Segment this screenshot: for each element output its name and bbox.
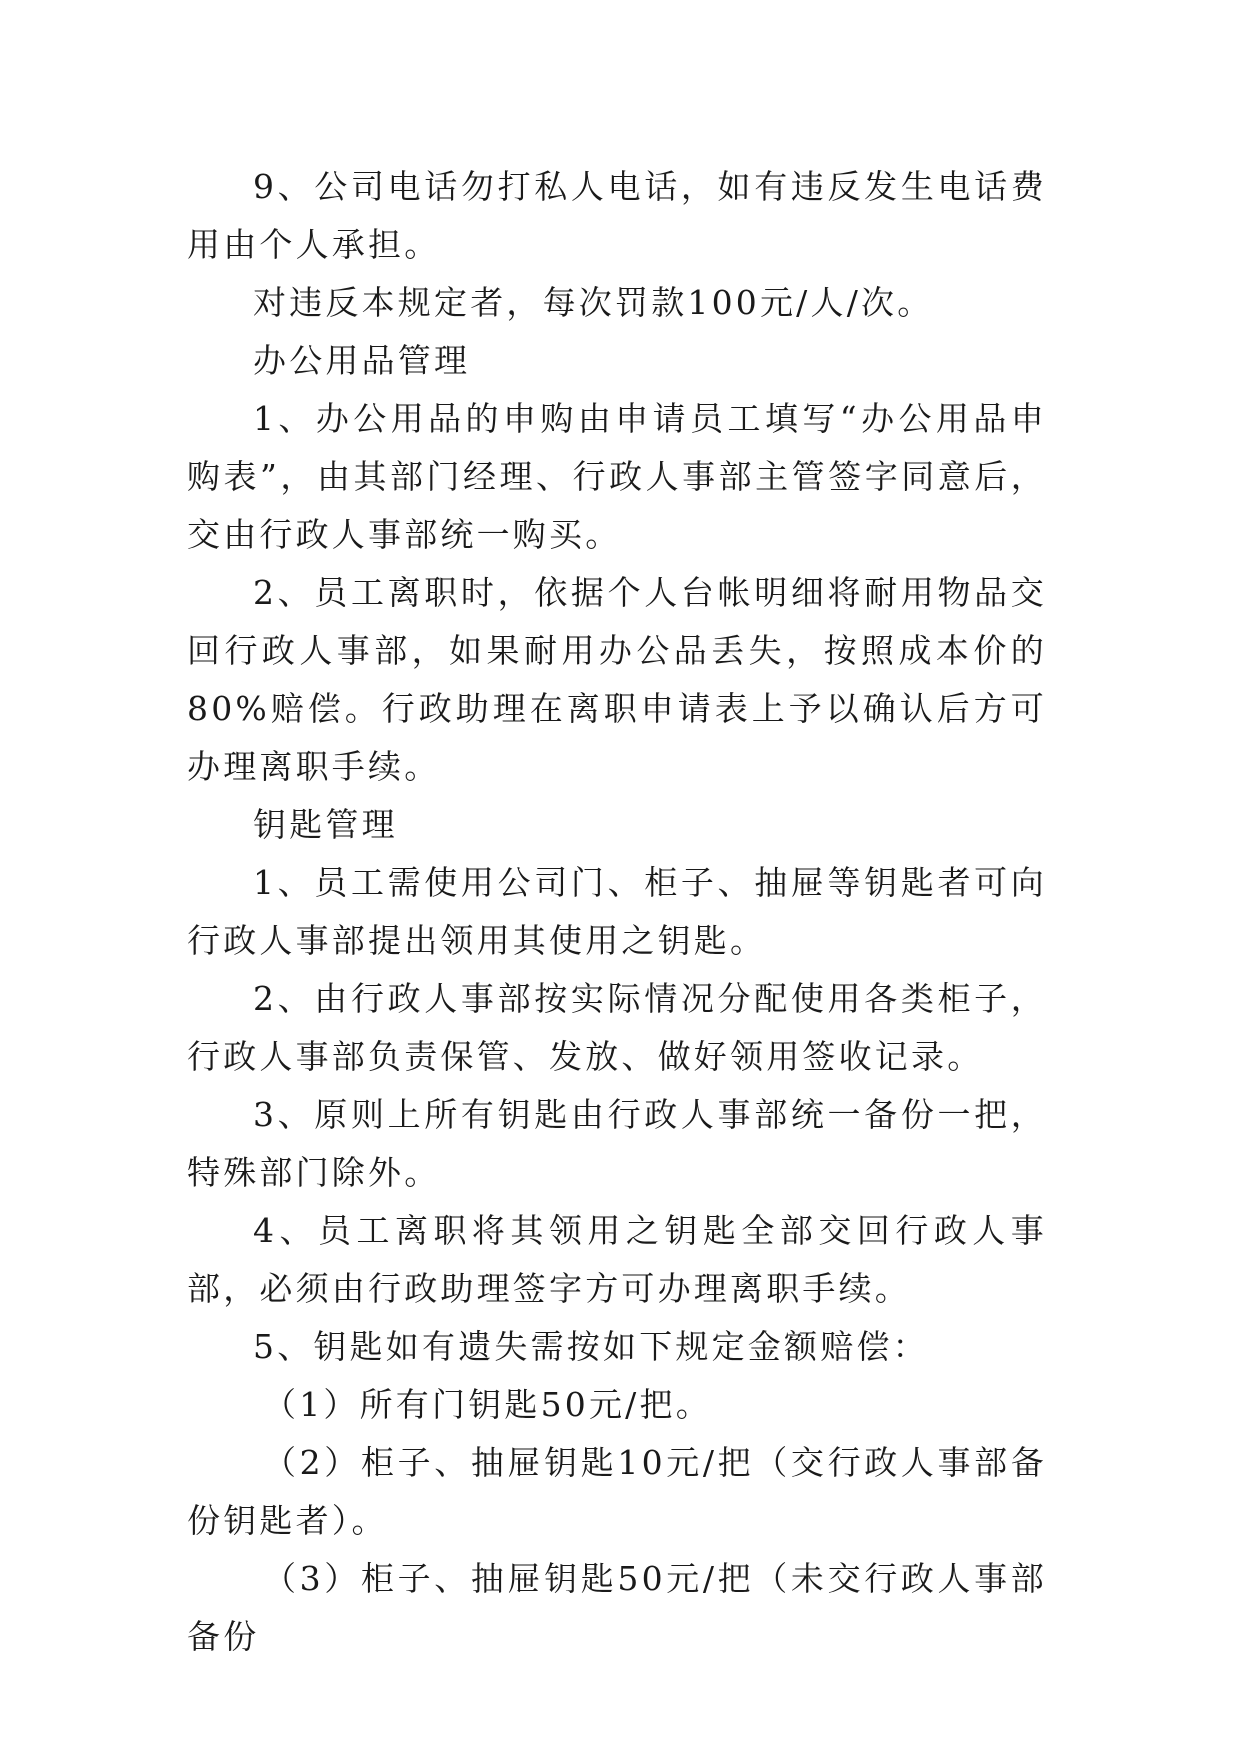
document-body bbox=[187, 158, 1047, 1666]
paragraph-phone-rule: 9、公司电话勿打私人电话，如有违反发生电话费用由个人承担。 bbox=[187, 167, 1047, 264]
paragraph-key-return: 4、员工离职将其领用之钥匙全部交回行政人事部，必须由行政助理签字方可办理离职手续。 bbox=[187, 1211, 1047, 1308]
paragraph-key-backup: 3、原则上所有钥匙由行政人事部统一备份一把，特殊部门除外。 bbox=[187, 1095, 1047, 1192]
list-item-cabinet-key-backup: （2）柜子、抽屉钥匙10元/把（交行政人事部备份钥匙者）。 bbox=[187, 1443, 1047, 1540]
paragraph-key-request: 1、员工需使用公司门、柜子、抽屉等钥匙者可向行政人事部提出领用其使用之钥匙。 bbox=[187, 863, 1047, 960]
section-heading-key-management: 钥匙管理 bbox=[253, 805, 398, 844]
paragraph-key-loss: 5、钥匙如有遗失需按如下规定金额赔偿： bbox=[253, 1327, 929, 1366]
paragraph-supplies-resignation: 2、员工离职时，依据个人台帐明细将耐用物品交回行政人事部，如果耐用办公品丢失，按照成本价的80%赔偿。行政助理在离职申请表上予以确认后方可办理离职手续。 bbox=[187, 573, 1047, 786]
list-item-cabinet-key-no-backup: （3）柜子、抽屉钥匙50元/把（未交行政人事部备份 bbox=[187, 1559, 1047, 1656]
paragraph-key-allocation: 2、由行政人事部按实际情况分配使用各类柜子，行政人事部负责保管、发放、做好领用签收记录。 bbox=[187, 979, 1047, 1076]
paragraph-supplies-purchase: 1、办公用品的申购由申请员工填写“办公用品申购表”，由其部门经理、行政人事部主管签字同意后，交由行政人事部统一购买。 bbox=[187, 399, 1047, 554]
list-item-door-key: （1）所有门钥匙50元/把。 bbox=[263, 1385, 712, 1424]
section-heading-office-supplies: 办公用品管理 bbox=[253, 341, 471, 380]
paragraph-penalty: 对违反本规定者，每次罚款100元/人/次。 bbox=[253, 283, 934, 322]
